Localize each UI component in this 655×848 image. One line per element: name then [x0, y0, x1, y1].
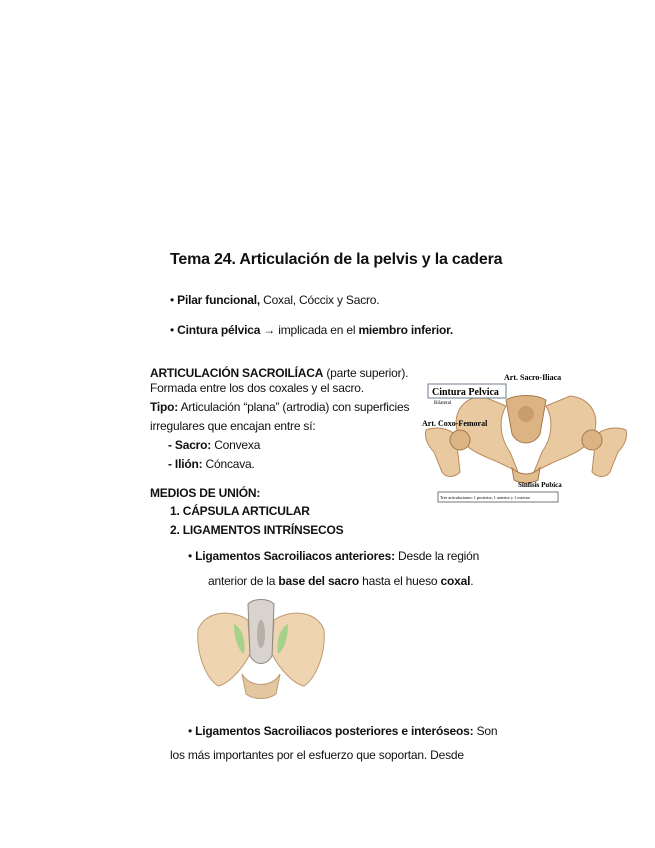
tipo-line2: irregulares que encajan entre sí:: [150, 419, 316, 433]
sacroiliac-ligaments-figure: [190, 594, 332, 706]
medios-item-capsula: 1. CÁPSULA ARTICULAR: [170, 504, 310, 518]
item-ilion: [168, 457, 255, 471]
text-bold: base del sacro: [278, 574, 359, 588]
lig-anteriores-line1: [188, 549, 479, 563]
bullet-text: Coxal, Cóccix y Sacro.: [259, 293, 380, 307]
heading-rest: (parte superior).: [323, 366, 409, 380]
lig-text: Desde la región: [394, 549, 480, 563]
text-part: anterior de la: [208, 574, 279, 588]
lig-label: Ligamentos Sacroiliacos posteriores e interóseos:: [195, 724, 474, 738]
text-part: hasta el hueso: [358, 574, 441, 588]
heading-bold: ARTICULACIÓN SACROILÍACA: [150, 366, 324, 380]
page-title: Tema 24. Articulación de la pelvis y la cadera: [170, 251, 503, 268]
item-label: - Ilión:: [168, 457, 203, 471]
bullet-bold-text: miembro inferior.: [358, 323, 454, 337]
sacrum-foramen: [518, 406, 534, 422]
bullet-dot: •: [170, 323, 178, 337]
tipo-line: [150, 400, 409, 414]
item-label: - Sacro:: [168, 438, 212, 452]
bullet-dot: •: [188, 549, 196, 563]
text-part: .: [470, 574, 474, 588]
lig-text: Son: [473, 724, 498, 738]
bullet-text: implicada en el: [278, 323, 359, 337]
item-text: Cóncava.: [202, 457, 255, 471]
lig-posteriores-line2: los más importantes por el esfuerzo que soportan. Desde: [170, 748, 464, 762]
pelvis-diagram-figure: [420, 368, 632, 506]
bullet-pilar-funcional: [170, 293, 379, 307]
lig-label: Ligamentos Sacroiliacos anteriores:: [195, 549, 395, 563]
label-sinfisis-pubica: Sinfisis Pubica: [518, 481, 562, 489]
label-art-coxo-femoral: Art. Coxo-Femoral: [422, 419, 488, 428]
bullet-dot: •: [170, 293, 178, 307]
lig-posteriores-line1: [188, 724, 497, 738]
tipo-label: Tipo:: [150, 400, 179, 414]
sacral-crest: [257, 620, 265, 648]
medios-heading: MEDIOS DE UNIÓN:: [150, 486, 261, 500]
bullet-cintura-pelvica: [170, 323, 453, 337]
bullet-dot: •: [188, 724, 196, 738]
bullet-bold-text: Cintura pélvica: [177, 323, 261, 337]
label-bilateral: Bilateral: [434, 401, 452, 406]
sacroiliaca-line2: Formada entre los dos coxales y el sacro.: [150, 381, 364, 395]
bullet-bold-text: Pilar funcional,: [177, 293, 260, 307]
sacroiliaca-heading: [150, 366, 408, 380]
left-femoral-head: [450, 430, 470, 450]
label-art-sacro-iliaca: Art. Sacro-Iliaca: [504, 373, 562, 382]
arrow-icon: →: [260, 323, 279, 337]
lig-anteriores-line2: [208, 574, 473, 588]
text-bold: coxal: [440, 574, 471, 588]
item-text: Convexa: [211, 438, 261, 452]
tipo-text: Articulación “plana” (artrodia) con superficies: [178, 400, 410, 414]
label-cintura-pelvica: Cintura Pelvica: [432, 387, 499, 398]
medios-item-ligamentos: 2. LIGAMENTOS INTRÍNSECOS: [170, 523, 344, 537]
right-femoral-head: [582, 430, 602, 450]
item-sacro: [168, 438, 260, 452]
figure-caption: Tres articulaciones: 1 posterior, 1 anterior y 1 externa: [440, 495, 530, 500]
